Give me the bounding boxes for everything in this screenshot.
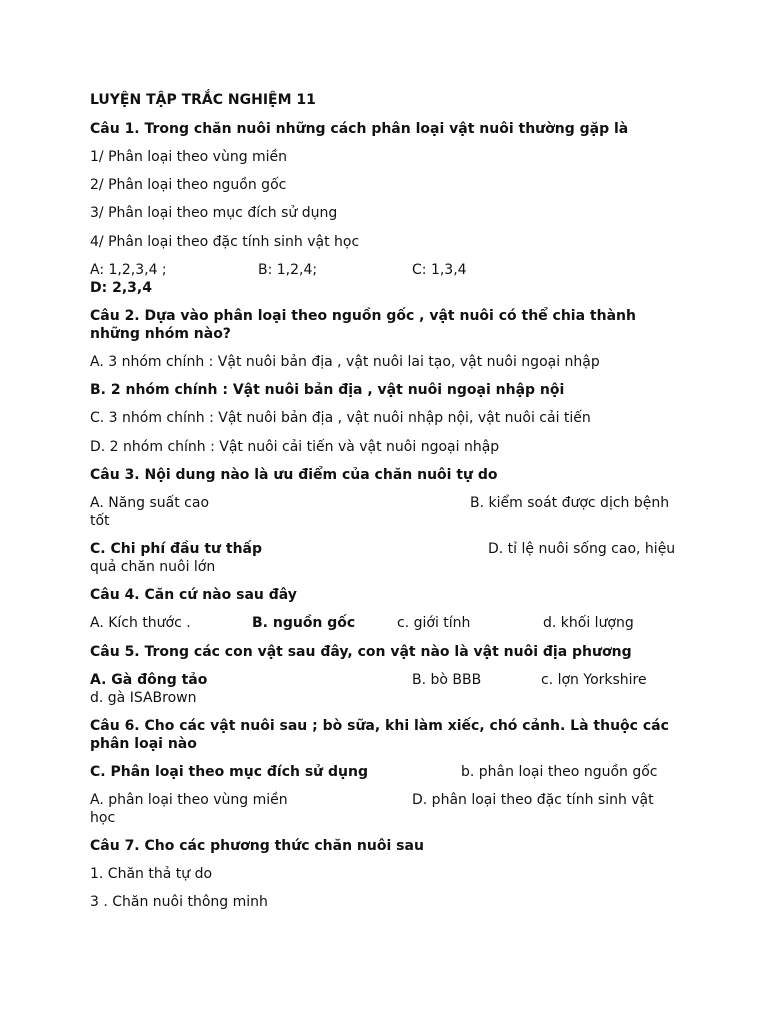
q7-item-1: 1. Chăn thả tự do xyxy=(90,866,213,882)
q5-option-d: d. gà ISABrown xyxy=(90,690,197,706)
question-4: Câu 4. Căn cứ nào sau đây xyxy=(90,587,297,603)
q4-option-c: c. giới tính xyxy=(397,615,471,631)
q5-option-b: B. bò BBB xyxy=(412,672,482,688)
q3-option-b-continued: tốt xyxy=(90,513,110,529)
document-title: LUYỆN TẬP TRẮC NGHIỆM 11 xyxy=(90,92,316,108)
question-3: Câu 3. Nội dung nào là ưu điểm của chăn nuôi tự do xyxy=(90,467,498,483)
question-2-line-1: Câu 2. Dựa vào phân loại theo nguồn gốc , vật nuôi có thể chia thành xyxy=(90,308,636,324)
q7-item-3: 3 . Chăn nuôi thông minh xyxy=(90,894,268,910)
q1-option-a: A: 1,2,3,4 ; xyxy=(90,262,167,278)
q3-option-b: B. kiểm soát được dịch bệnh xyxy=(470,495,670,511)
question-1: Câu 1. Trong chăn nuôi những cách phân loại vật nuôi thường gặp là xyxy=(90,121,629,137)
q6-option-d-continued: học xyxy=(90,810,116,826)
q3-option-d-continued: quả chăn nuôi lớn xyxy=(90,559,216,575)
q2-option-b: B. 2 nhóm chính : Vật nuôi bản địa , vật nuôi ngoại nhập nội xyxy=(90,382,565,398)
q4-option-d: d. khối lượng xyxy=(543,615,634,631)
q1-item-3: 3/ Phân loại theo mục đích sử dụng xyxy=(90,205,338,221)
q2-option-a: A. 3 nhóm chính : Vật nuôi bản địa , vật nuôi lai tạo, vật nuôi ngoại nhập xyxy=(90,354,600,370)
q1-item-4: 4/ Phân loại theo đặc tính sinh vật học xyxy=(90,234,360,250)
q1-option-b: B: 1,2,4; xyxy=(258,262,318,278)
q2-option-c: C. 3 nhóm chính : Vật nuôi bản địa , vật nuôi nhập nội, vật nuôi cải tiến xyxy=(90,410,591,426)
q1-item-2: 2/ Phân loại theo nguồn gốc xyxy=(90,177,287,193)
q6-option-d: D. phân loại theo đặc tính sinh vật xyxy=(412,792,654,808)
q4-option-b: B. nguồn gốc xyxy=(252,615,356,631)
q3-option-c: C. Chi phí đầu tư thấp xyxy=(90,541,263,557)
question-6-line-2: phân loại nào xyxy=(90,736,197,752)
q3-option-d: D. tỉ lệ nuôi sống cao, hiệu xyxy=(488,541,676,557)
q4-option-a: A. Kích thước . xyxy=(90,615,191,631)
question-5: Câu 5. Trong các con vật sau đây, con vật nào là vật nuôi địa phương xyxy=(90,644,632,660)
q6-option-b: b. phân loại theo nguồn gốc xyxy=(461,764,658,780)
q5-option-a: A. Gà đông tảo xyxy=(90,672,208,688)
q1-item-1: 1/ Phân loại theo vùng miền xyxy=(90,149,288,165)
q6-option-c: C. Phân loại theo mục đích sử dụng xyxy=(90,764,369,780)
q2-option-d: D. 2 nhóm chính : Vật nuôi cải tiến và vật nuôi ngoại nhập xyxy=(90,439,500,455)
q1-option-d: D: 2,3,4 xyxy=(90,280,152,296)
q1-option-c: C: 1,3,4 xyxy=(412,262,467,278)
question-6-line-1: Câu 6. Cho các vật nuôi sau ; bò sữa, khi làm xiếc, chó cảnh. Là thuộc các xyxy=(90,718,669,734)
question-2-line-2: những nhóm nào? xyxy=(90,326,231,342)
q3-option-a: A. Năng suất cao xyxy=(90,495,210,511)
q5-option-c: c. lợn Yorkshire xyxy=(541,672,647,688)
question-7: Câu 7. Cho các phương thức chăn nuôi sau xyxy=(90,838,424,854)
q6-option-a: A. phân loại theo vùng miền xyxy=(90,792,288,808)
